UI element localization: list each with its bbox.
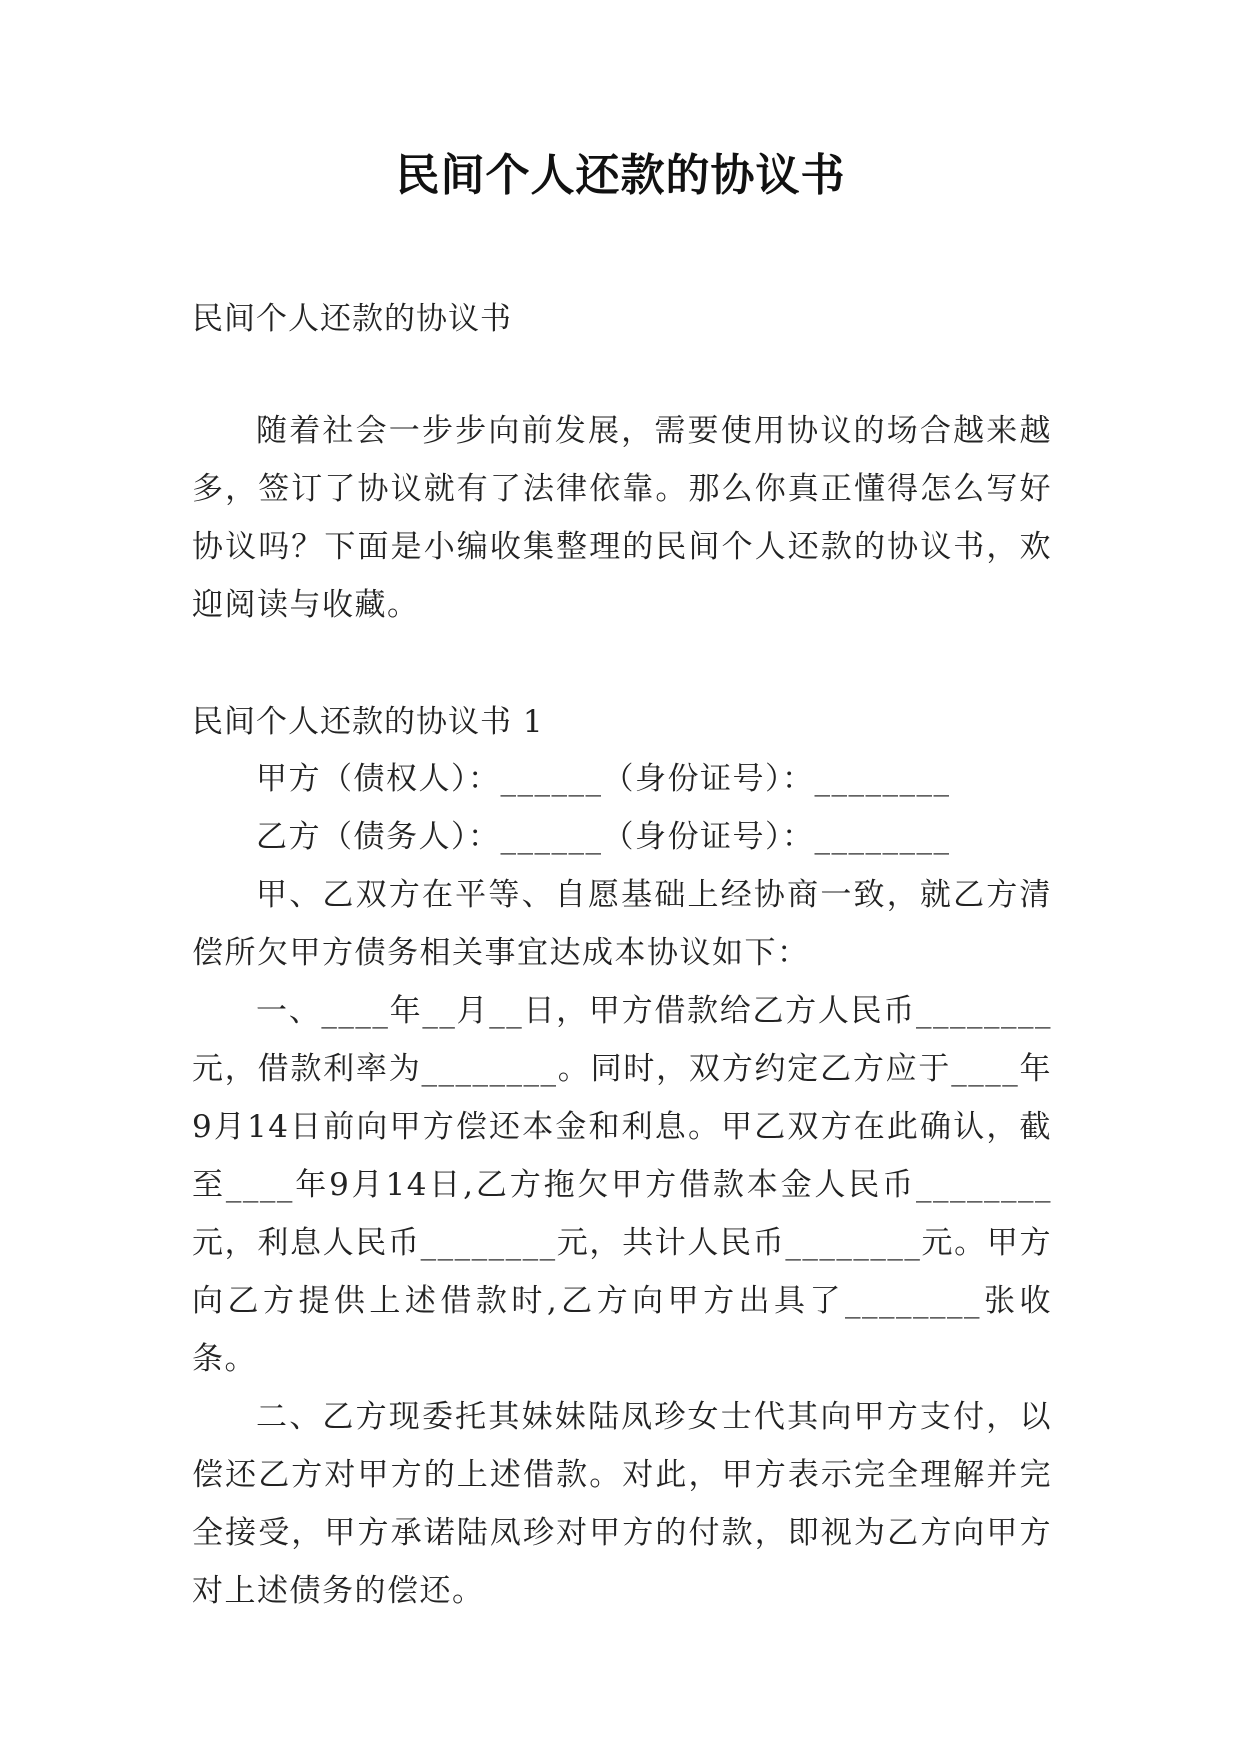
party-b-line: 乙方（债务人）：______（身份证号）：________: [256, 819, 951, 855]
agreement-body: [192, 750, 1052, 1620]
intro-paragraph: 随着社会一步步向前发展，需要使用协议的场合越来越多，签订了协议就有了法律依靠。那么你真正懂得怎么写好协议吗？下面是小编收集整理的民间个人还款的协议书，欢迎阅读与收藏。: [192, 413, 1052, 623]
clause-2-paragraph: 二、乙方现委托其妹妹陆凤珍女士代其向甲方支付，以偿还乙方对甲方的上述借款。对此，甲方表示完全理解并完全接受，甲方承诺陆凤珍对甲方的付款，即视为乙方向甲方对上述债务的偿还。: [192, 1399, 1052, 1609]
section-heading: 民间个人还款的协议书 1: [192, 704, 544, 740]
document-subtitle: 民间个人还款的协议书: [192, 301, 512, 337]
document-title: 民间个人还款的协议书: [395, 150, 846, 201]
preamble-paragraph: 甲、乙双方在平等、自愿基础上经协商一致，就乙方清偿所欠甲方债务相关事宜达成本协议如下：: [192, 877, 1052, 971]
clause-1-paragraph: 一、____年__月__日，甲方借款给乙方人民币________元，借款利率为________。同时，双方约定乙方应于____年9月14日前向甲方偿还本金和利息。甲乙双方在此确认，截至____年9月14日,乙方拖欠甲方借款本金人民币________元，利息人民币________元，共计人民币________元。甲方向乙方提供上述借款时,乙方向甲方出具了________张收条。: [192, 993, 1052, 1377]
party-a-line: 甲方（债权人）：______（身份证号）：________: [256, 761, 951, 797]
